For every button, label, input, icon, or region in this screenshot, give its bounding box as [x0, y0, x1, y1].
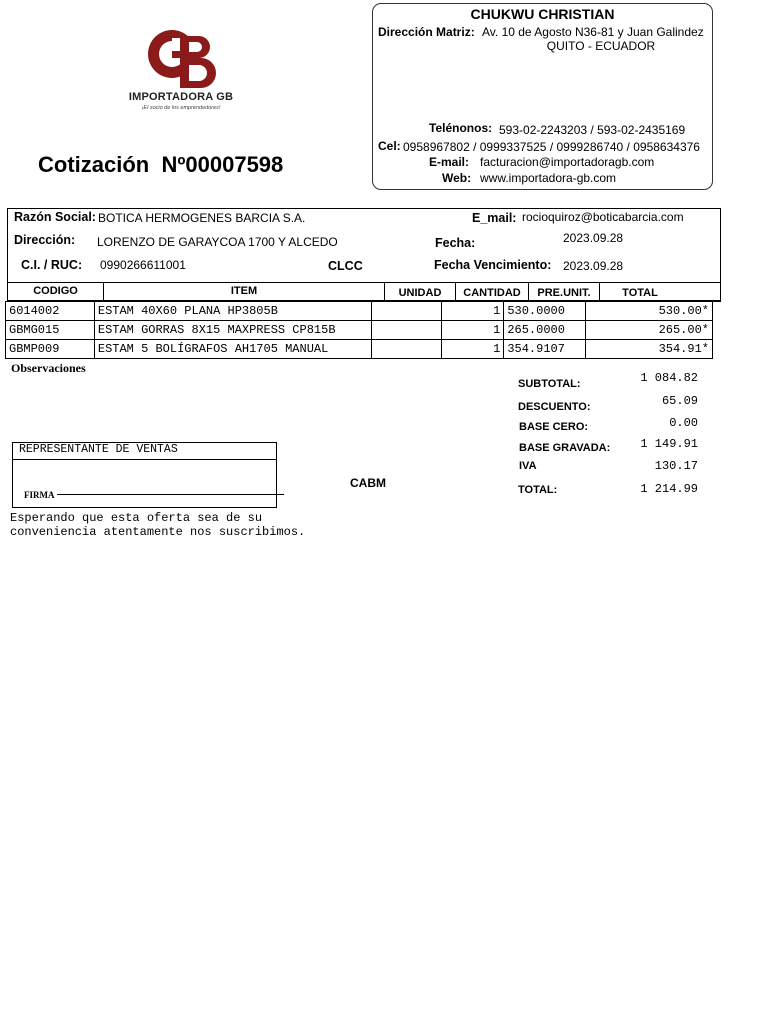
- row-codigo: GBMP009: [6, 340, 95, 359]
- client-email: rocioquiroz@boticabarcia.com: [522, 210, 684, 224]
- client-email-label: E_mail:: [472, 211, 517, 225]
- total-value: 1 214.99: [640, 482, 698, 496]
- logo-name: IMPORTADORA GB: [128, 91, 234, 103]
- table-row: [6, 302, 713, 321]
- logo-tagline: ¡El socio de los emprendedores!: [141, 105, 221, 111]
- quote-title: [38, 152, 283, 178]
- base-gravada-value: 1 149.91: [640, 437, 698, 451]
- fecha: 2023.09.28: [563, 231, 624, 245]
- phones-label: Telénonos:: [429, 121, 493, 135]
- row-unidad: [371, 340, 441, 359]
- quote-number: Nº00007598: [161, 152, 284, 177]
- phones: 593-02-2243203 / 593-02-2435169: [499, 123, 686, 137]
- vencimiento-label: Fecha Vencimiento:: [434, 258, 552, 272]
- razon-social-label: Razón Social:: [14, 210, 96, 224]
- sales-rep-box: [12, 442, 277, 508]
- address-line1: Av. 10 de Agosto N36-81 y Juan Galindez: [482, 25, 704, 39]
- company-email: facturacion@importadoragb.com: [480, 155, 655, 169]
- subtotal-label: SUBTOTAL:: [518, 378, 581, 390]
- descuento-label: DESCUENTO:: [518, 401, 591, 413]
- items-table: [5, 301, 713, 359]
- vencimiento: 2023.09.28: [563, 259, 624, 273]
- ruc-label: C.I. / RUC:: [21, 258, 83, 272]
- row-item: ESTAM GORRAS 8X15 MAXPRESS CP815B: [94, 321, 371, 340]
- col-item: ITEM: [230, 285, 258, 297]
- closing-line2: conveniencia atentamente nos suscribimos.: [10, 525, 306, 539]
- closing-line1: Esperando que esta oferta sea de su: [10, 511, 263, 525]
- descuento-value: 65.09: [661, 394, 698, 408]
- observaciones-label: Observaciones: [11, 361, 86, 375]
- seller-code: CABM: [350, 476, 386, 490]
- row-cantidad: 1: [441, 302, 504, 321]
- row-item: ESTAM 40X60 PLANA HP3805B: [94, 302, 371, 321]
- row-preunit: 265.0000: [504, 321, 586, 340]
- total-label: TOTAL:: [518, 484, 558, 496]
- base-gravada-label: BASE GRAVADA:: [519, 442, 611, 454]
- col-total: TOTAL: [622, 287, 658, 299]
- row-unidad: [371, 302, 441, 321]
- address-line2: QUITO - ECUADOR: [546, 39, 656, 53]
- row-preunit: 354.9107: [504, 340, 586, 359]
- direccion: LORENZO DE GARAYCOA 1700 Y ALCEDO: [97, 235, 338, 249]
- col-preunit: PRE.UNIT.: [537, 287, 591, 299]
- company-name: CHUKWU CHRISTIAN: [470, 6, 615, 22]
- cel-numbers: 0958967802 / 0999337525 / 0999286740 / 0958634376: [403, 140, 700, 154]
- gb-logo-mark: [142, 24, 222, 90]
- table-row: [6, 321, 713, 340]
- table-header: [7, 282, 721, 301]
- razon-social: BOTICA HERMOGENES BARCIA S.A.: [98, 211, 306, 225]
- row-codigo: GBMG015: [6, 321, 95, 340]
- row-total: 265.00*: [586, 321, 713, 340]
- row-cantidad: 1: [441, 321, 504, 340]
- quote-title-label: Cotización: [38, 152, 150, 177]
- signature-line: [57, 494, 284, 495]
- base-cero-label: BASE CERO:: [519, 421, 589, 433]
- col-codigo: CODIGO: [33, 285, 78, 297]
- subtotal-value: 1 084.82: [640, 371, 698, 385]
- client-code: CLCC: [328, 259, 363, 273]
- rep-divider: [13, 459, 276, 460]
- iva-label: IVA: [519, 460, 537, 472]
- direccion-label: Dirección:: [14, 233, 76, 247]
- col-unidad: UNIDAD: [398, 287, 442, 299]
- ruc: 0990266611001: [100, 258, 186, 272]
- cel-label: Cel:: [378, 139, 401, 153]
- address-label: Dirección Matriz:: [378, 25, 475, 39]
- row-total: 530.00*: [586, 302, 713, 321]
- iva-value: 130.17: [654, 459, 698, 473]
- company-logo: [120, 24, 242, 116]
- web-label: Web:: [442, 171, 472, 185]
- row-preunit: 530.0000: [504, 302, 586, 321]
- row-codigo: 6014002: [6, 302, 95, 321]
- row-total: 354.91*: [586, 340, 713, 359]
- col-cantidad: CANTIDAD: [463, 287, 521, 299]
- sales-rep-title: REPRESENTANTE DE VENTAS: [19, 443, 178, 456]
- row-item: ESTAM 5 BOLÍGRAFOS AH1705 MANUAL: [94, 340, 371, 359]
- table-row: [6, 340, 713, 359]
- row-cantidad: 1: [441, 340, 504, 359]
- email-label: E-mail:: [429, 155, 470, 169]
- fecha-label: Fecha:: [435, 236, 476, 250]
- row-unidad: [371, 321, 441, 340]
- company-web: www.importadora-gb.com: [480, 171, 617, 185]
- firma-label: FIRMA: [24, 490, 55, 500]
- base-cero-value: 0.00: [669, 416, 698, 430]
